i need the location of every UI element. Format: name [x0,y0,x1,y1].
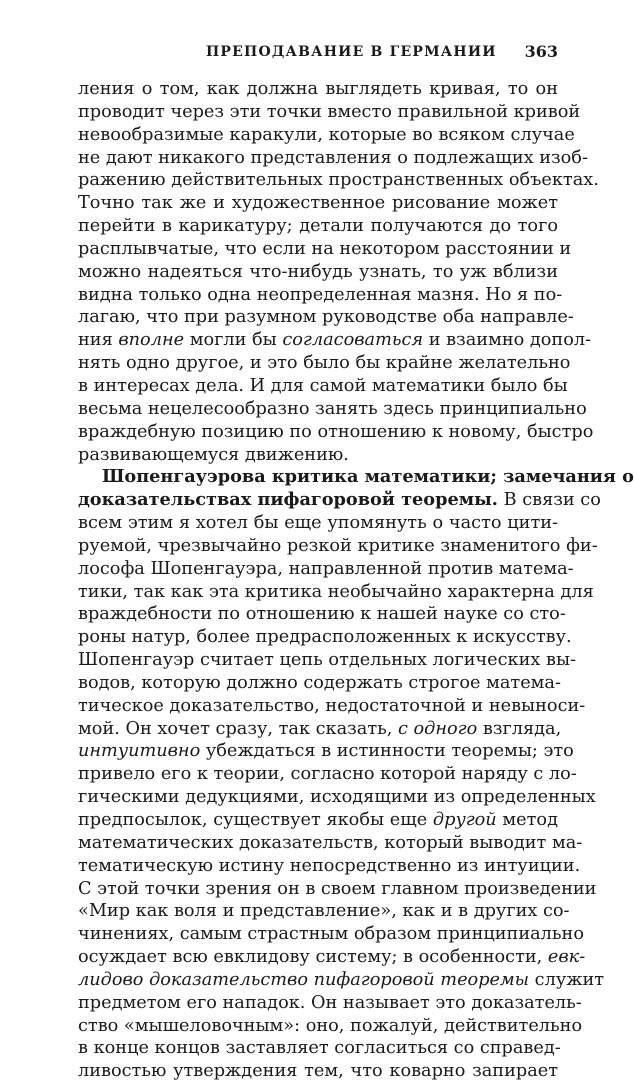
running-title: ПРЕПОДАВАНИЕ В ГЕРМАНИИ [206,44,497,60]
page-number: 363 [524,42,558,61]
text-line [78,489,601,512]
text-run: предметом его нападок. Он называет это доказатель- [78,992,582,1013]
text-line [78,398,587,421]
text-line [78,329,592,352]
text-run: мой. Он хочет сразу, так сказать, [78,718,398,739]
text-run: тематическую истину непосредственно из интуиции. [78,855,581,876]
text-run: видна только одна неопределенная мазня. Но я по- [78,284,563,305]
text-line [78,581,594,604]
text-line [78,786,596,809]
text-line [78,695,586,718]
text-line [78,626,572,649]
text-run: В связи со [497,490,601,511]
text-run: роны натур, более предрасположенных к искусству. [78,627,572,648]
italic-run: лидово доказательство пифагоровой теоремы [78,969,530,990]
text-line [78,101,581,124]
text-line [78,169,599,192]
text-run: предпосылок, существует якобы еще [78,810,433,830]
text-run: невообразимые каракули, которые во всяком случае [78,124,575,145]
text-run: ния [78,330,119,351]
text-run: тическое доказательство, недостаточной и невыноси- [78,695,586,716]
text-run: враждебности по отношению к нашей науке со сто- [78,604,566,625]
text-run: привело его к теории, согласно которой наряду с ло- [78,764,577,785]
text-line [78,1060,558,1083]
text-run: расплывчатые, что если на некотором расстоянии и [78,238,572,259]
text-run: могли бы [184,330,283,351]
text-run: тики, так как эта критика необычайно характерна для [78,581,594,602]
text-run: служит [529,969,605,990]
text-line [78,900,570,923]
bold-run: доказательствах пифагоровой теоремы. [78,489,498,511]
text-run: развивающемуся движению. [78,444,349,465]
italic-run: согласоваться [282,330,424,351]
text-run: математических доказательств, который выводит ма- [78,832,583,853]
text-line [78,512,558,535]
text-run: в интересах дела. И для самой математики было бы [78,375,568,396]
text-line [78,969,605,992]
text-run: и взаимно допол- [423,330,592,351]
text-line [78,649,577,672]
text-line [78,124,575,147]
text-line [78,558,574,581]
text-run: чинениях, самым страстным образом принципиально [78,924,584,945]
page-header [78,40,558,64]
text-line [78,878,597,901]
text-line [78,78,558,101]
text-run: руемой, чрезвычайно резкой критике знаменитого фи- [78,535,598,556]
text-run: перейти в карикатуру; детали получаются до того [78,216,558,237]
text-run: ство «мышеловочным»: оно, пожалуй, действительно [78,1015,583,1036]
italic-run: евк- [547,947,586,968]
text-line [78,1037,561,1060]
italic-run: интуитивно [78,741,201,762]
text-line [78,192,558,215]
italic-run: с одного [397,718,478,739]
text-run: можно надеяться что-нибудь узнать, то уж вблизи [78,261,558,282]
text-line [78,603,566,626]
text-line [78,352,571,375]
text-run: проводит через эти точки вместо правильной кривой [78,101,581,122]
text-run: «Мир как воля и представление», как и в других со- [78,901,570,922]
text-line [78,375,568,398]
bold-run: Шопенгауэрова критика математики; замечания о [102,466,634,488]
text-run: в конце концов заставляет согласиться со справед- [78,1038,561,1059]
text-run: лософа Шопенгауэра, направленной против матема- [78,558,574,579]
text-line [78,444,558,467]
text-line [78,946,586,969]
text-line [78,923,584,946]
text-line [78,992,582,1015]
text-run: осуждает всю евклидову систему; в особенности, [78,947,548,968]
body-text [78,78,634,1083]
text-run: гическими дедукциями, исходящими из определенных [78,787,596,808]
text-line [78,740,574,763]
text-run: метод [496,810,558,830]
text-line [78,261,558,284]
text-run: убеждаться в истинности теоремы; это [200,741,574,762]
text-run: ления о том, как должна выглядеть кривая, то он [78,79,558,99]
text-line [78,855,581,878]
text-run: водов, которую должно содержать строгое матема- [78,672,561,693]
text-run: весьма нецелесообразно занять здесь принципиально [78,398,587,419]
text-line [78,421,594,444]
text-line [78,284,563,307]
text-run: не дают никакого представления о подлежащих изоб- [78,147,588,168]
italic-run: другой [432,810,497,830]
text-run: лагаю, что при разумном руководстве оба направле- [78,307,574,328]
italic-run: вполне [118,330,185,351]
book-page [78,40,634,1083]
text-line [78,238,572,261]
text-run: всем этим я хотел бы еще упомянуть о часто цити- [78,513,558,534]
text-line [78,832,583,855]
text-run: Шопенгауэр считает цепь отдельных логических вы- [78,650,577,671]
text-line [78,672,561,695]
text-line [78,535,598,558]
text-run: ливостью утверждения тем, что коварно запирает [78,1061,558,1082]
text-line [78,147,588,170]
text-line [78,306,574,329]
text-line [78,1015,583,1038]
text-line [78,809,558,832]
text-line [78,763,577,786]
text-run: взгляда, [477,718,562,739]
text-line [78,215,558,238]
text-line [78,466,634,489]
text-run: нять одно другое, и это было бы крайне желательно [78,353,571,374]
text-run: Точно так же и художественное рисование может [78,193,558,214]
text-line [78,718,562,741]
text-run: враждебную позицию по отношению к новому, быстро [78,421,594,442]
text-run: ражению действительных пространственных объектах. [78,170,599,191]
text-run: С этой точки зрения он в своем главном произведении [78,878,597,899]
